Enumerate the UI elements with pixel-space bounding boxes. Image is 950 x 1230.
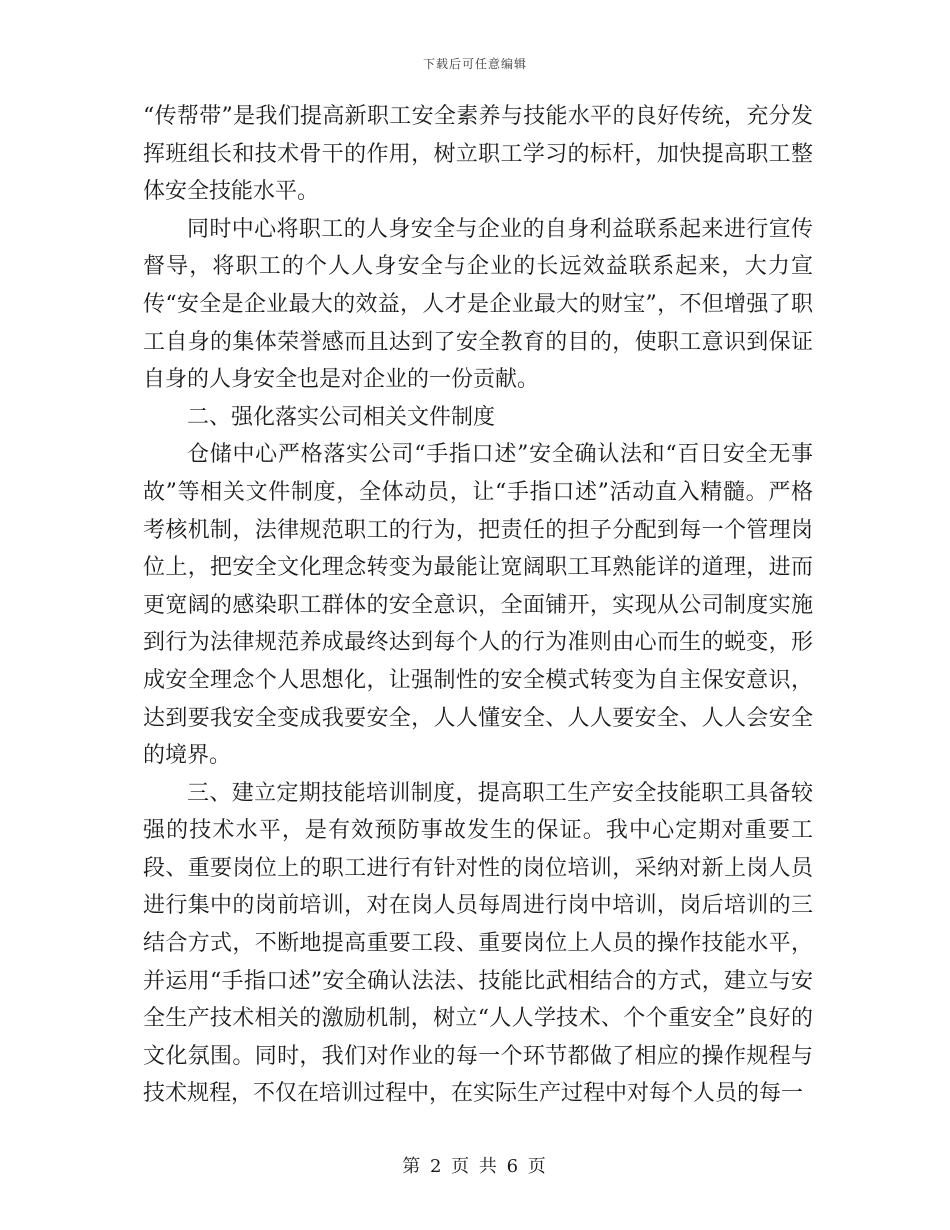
paragraph: 仓储中心严格落实公司“手指口述”安全确认法和“百日安全无事故”等相关文件制度，全体动员，让“手指口述”活动直入精髓。严格考核机制，法律规范职工的行为，把责任的担子分配到每一个管理岗位上，把安全文化理念转变为最能让宽阔职工耳熟能详的道理，进而更宽阔的感染职工群体的安全意识，全面铺开，实现从公司制度实施到行为法律规范养成最终达到每个人的行为准则由心而生的蜕变，形成安全理念个人思想化，让强制性的安全模式转变为自主保安意识，达到要我安全变成我要安全，人人懂安全、人人要安全、人人会安全的境界。 <box>143 442 813 769</box>
paragraph: 三、建立定期技能培训制度，提高职工生产安全技能职工具备较强的技术水平，是有效预防事故发生的保证。我中心定期对重要工段、重要岗位上的职工进行有针对性的岗位培训，采纳对新上岗人员进行集中的岗前培训，对在岗人员每周进行岗中培训，岗后培训的三结合方式，不断地提高重要工段、重要岗位上人员的操作技能水平，并运用“手指口述”安全确认法法、技能比武相结合的方式，建立与安全生产技术相关的激励机制，树立“人人学技术、个个重安全”良好的文化氛围。同时，我们对作业的每一个环节都做了相应的操作规程与技术规程，不仅在培训过程中，在实际生产过程中对每个人员的每一 <box>143 780 813 1107</box>
section-heading: 二、强化落实公司相关文件制度 <box>187 404 496 430</box>
paragraph: 同时中心将职工的人身安全与企业的自身利益联系起来进行宣传督导，将职工的个人人身安全与企业的长远效益联系起来，大力宣传“安全是企业最大的效益，人才是企业最大的财宝”，不但增强了职工自身的集体荣誉感而且达到了安全教育的目的，使职工意识到保证自身的人身安全也是对企业的一份贡献。 <box>143 216 813 393</box>
paragraph-continuation: “传帮带”是我们提高新职工安全素养与技能水平的良好传统，充分发挥班组长和技术骨干的作用，树立职工学习的标杆，加快提高职工整体安全技能水平。 <box>143 104 813 205</box>
page-header: 下载后可任意编辑 <box>422 57 527 71</box>
document-body <box>143 98 813 1113</box>
page-number: 第 2 页 共 6 页 <box>402 1156 548 1177</box>
